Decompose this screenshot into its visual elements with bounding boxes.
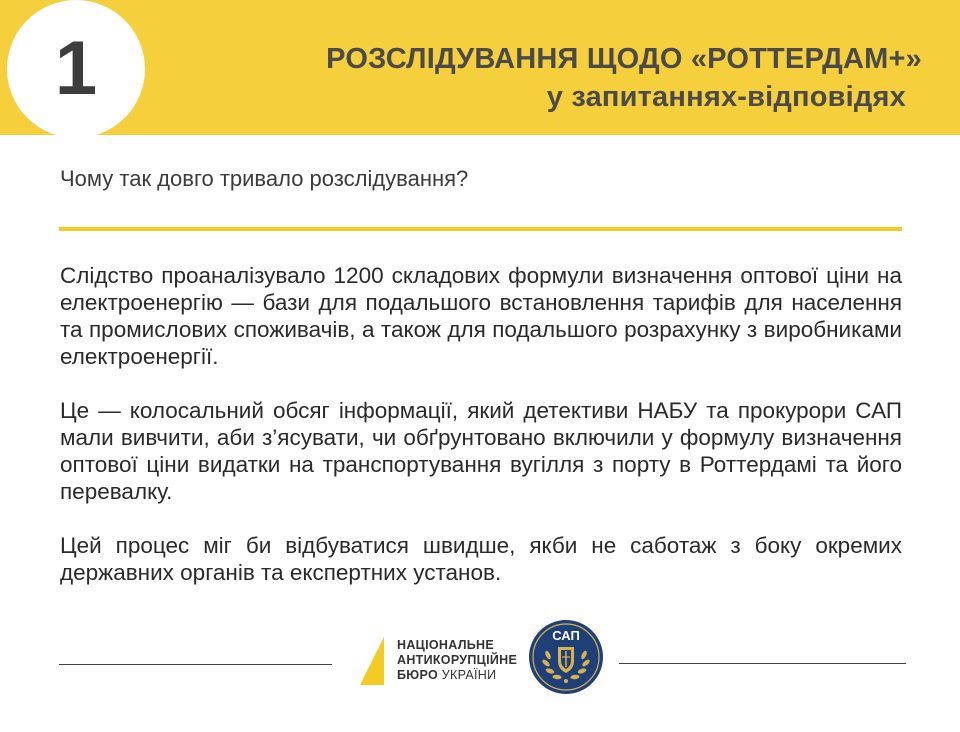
badge-number: 1 — [54, 26, 98, 111]
sap-seal-icon — [528, 617, 604, 697]
paragraph: Слідство проаналізувало 1200 складових формули визначення оптової ціни на електроенергію — бази для подальшого встановлення тарифів для населення та промислових споживачів, а також для подальшого розрахунку з виробниками електроенергії. — [60, 263, 902, 369]
title-line-1: РОЗСЛІДУВАННЯ ЩОДО «РОТТЕРДАМ+» — [326, 43, 922, 75]
footer-divider-right — [619, 663, 906, 664]
number-badge — [7, 0, 145, 138]
answer-body — [60, 262, 902, 613]
header-banner — [0, 0, 960, 135]
paragraph: Цей процес міг би відбуватися швидше, якби не саботаж з боку окремих державних органів та експертних установ. — [60, 533, 902, 585]
question-heading: Чому так довго тривало розслідування? — [60, 166, 469, 191]
nabu-line-3 — [397, 668, 517, 683]
nabu-logo-text — [397, 638, 517, 683]
nabu-line-3-thin: УКРАЇНИ — [441, 668, 497, 682]
footer-divider-left — [59, 664, 332, 665]
sap-seal-label: САП — [552, 628, 580, 643]
header-title — [326, 40, 922, 116]
nabu-logo-icon — [360, 637, 384, 685]
nabu-line-3-bold: БЮРО — [397, 668, 438, 682]
yellow-divider — [59, 227, 902, 231]
paragraph: Це — колосальний обсяг інформації, який детективи НАБУ та прокурори САП мали вивчити, аби з’ясувати, чи обґрунтовано включили у формулу визначення оптової ціни видатки на транспортування вугілля з порту в Роттердамі та його перевалку. — [60, 398, 902, 504]
nabu-line-2: АНТИКОРУПЦІЙНЕ — [397, 653, 518, 667]
title-line-2: у запитаннях-відповідях — [546, 81, 906, 113]
nabu-line-1: НАЦІОНАЛЬНЕ — [397, 638, 495, 652]
